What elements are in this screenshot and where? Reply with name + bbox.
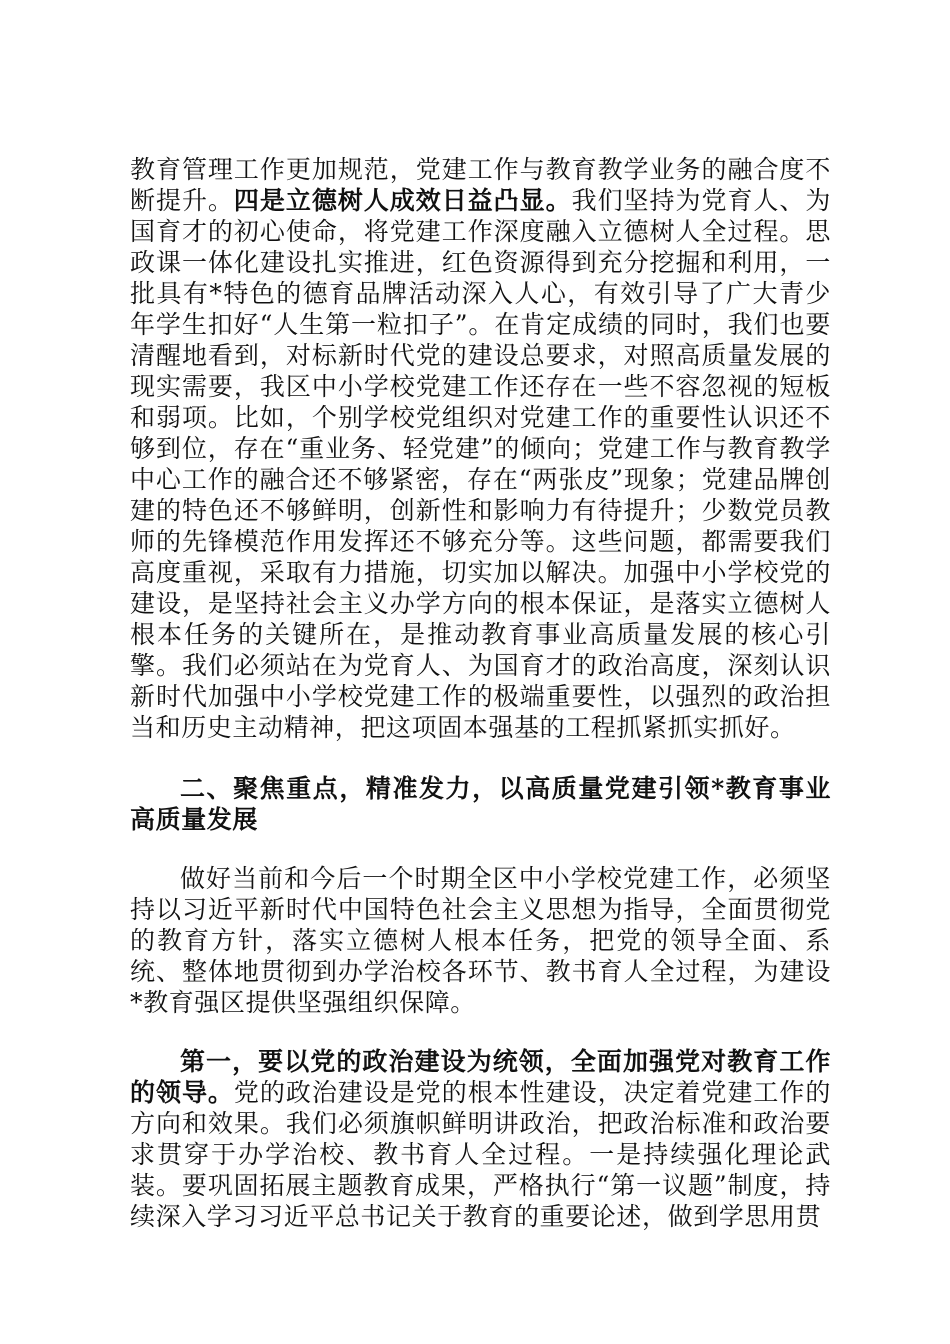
section-heading: 二、聚焦重点，精准发力，以高质量党建引领*教育事业高质量发展 xyxy=(130,774,831,834)
bold-subheading: 第一，要以党的政治建设为统领，全面加强党对教育工作的领导。 xyxy=(130,1047,831,1107)
paragraph-text: 我们坚持为党育人、为国育才的初心使命，将党建工作深度融入立德树人全过程。思政课一体化建设扎实推进，红色资源得到充分挖掘和利用，一批具有*特色的德育品牌活动深入人心，有效引导了广大青少年学生扣好“人生第一粒扣子”。在肯定成绩的同时，我们也要清醒地看到，对标新时代党的建设总要求，对照高质量发展的现实需要，我区中小学校党建工作还存在一些不容忽视的短板和弱项。比如，个别学校党组织对党建工作的重要性认识还不够到位，存在“重业务、轻党建”的倾向；党建工作与教育教学中心工作的融合还不够紧密，存在“两张皮”现象；党建品牌创建的特色还不够鲜明，创新性和影响力有待提升；少数党员教师的先锋模范作用发挥还不够充分等。这些问题，都需要我们高度重视，采取有力措施，切实加以解决。加强中小学校党的建设，是坚持社会主义办学方向的根本保证，是落实立德树人根本任务的关键所在，是推动教育事业高质量发展的核心引擎。我们必须站在为党育人、为国育才的政治高度，深刻认识新时代加强中小学校党建工作的极端重要性，以强烈的政治担当和历史主动精神，把这项固本强基的工程抓紧抓实抓好。 xyxy=(130,186,831,742)
paragraph-text: 教育管理工作更加规范，党建工作与教育教学业务的融合度不断提升。 xyxy=(130,155,831,215)
document-page xyxy=(130,154,831,1232)
body-paragraph: 做好当前和今后一个时期全区中小学校党建工作，必须坚持以习近平新时代中国特色社会主义思想为指导，全面贯彻党的教育方针，落实立德树人根本任务，把党的领导全面、系统、整体地贯彻到办学治校各环节、教书育人全过程，为建设*教育强区提供坚强组织保障。 xyxy=(130,864,831,1017)
paragraph-text: 党的政治建设是党的根本性建设，决定着党建工作的方向和效果。我们必须旗帜鲜明讲政治，把政治标准和政治要求贯穿于办学治校、教书育人全过程。一是持续强化理论武装。要巩固拓展主题教育成果，严格执行“第一议题”制度，持续深入学习习近平总书记关于教育的重要论述，做到学思用贯 xyxy=(130,1078,831,1231)
body-paragraph-continued xyxy=(130,154,831,743)
body-paragraph-point-one xyxy=(130,1046,831,1232)
bold-key-point: 四是立德树人成效日益凸显。 xyxy=(233,186,572,215)
